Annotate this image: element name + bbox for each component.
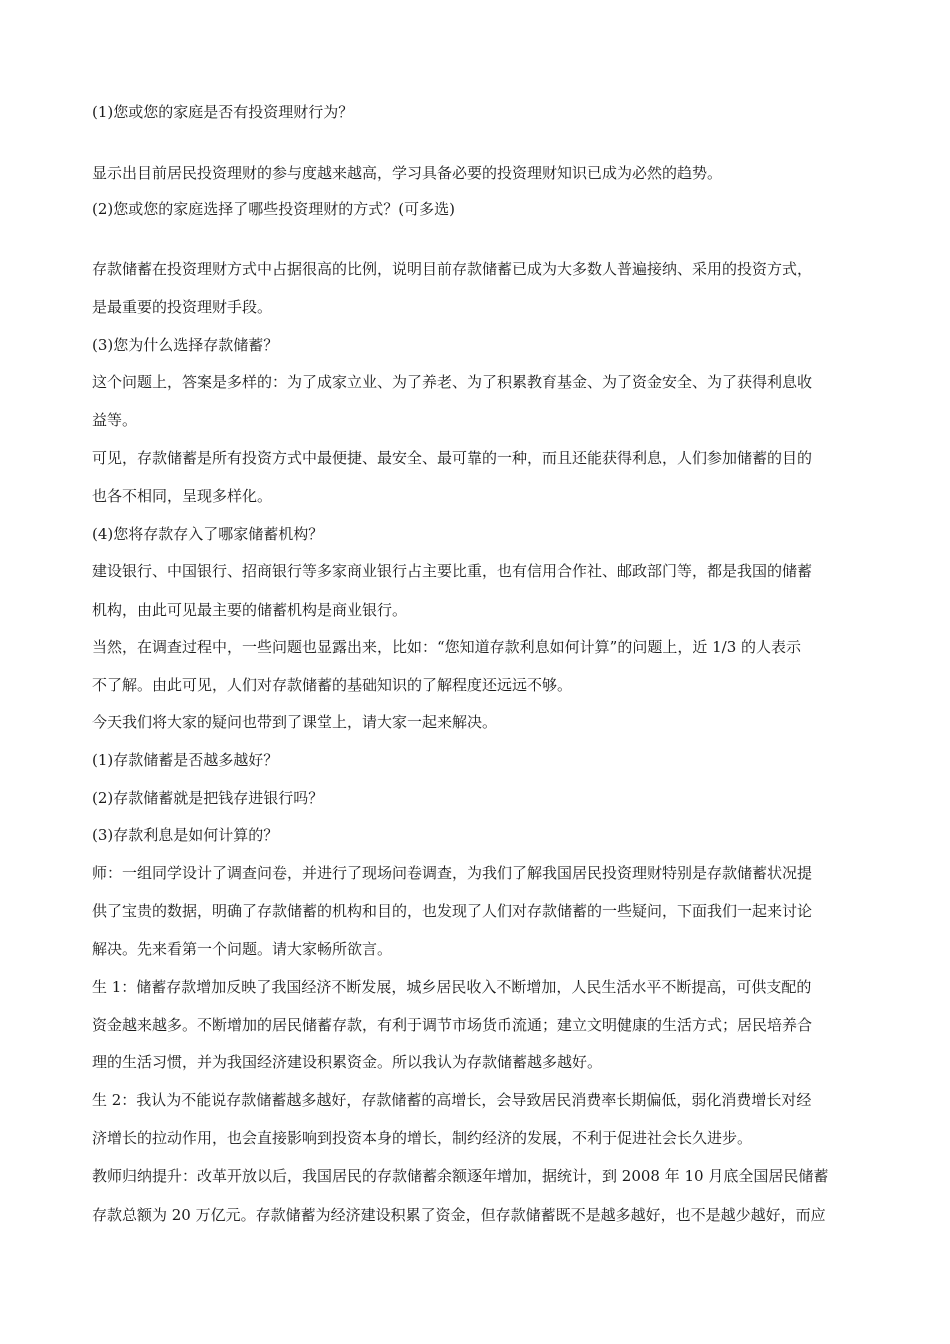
class-question-1: (1)存款储蓄是否越多越好？ <box>92 751 279 769</box>
paragraph-line: 存款总额为 20 万亿元。存款储蓄为经济建设积累了资金，但存款储蓄既不是越多越好，也不是越少越好，而应 <box>92 1206 826 1224</box>
paragraph-line: 师：一组同学设计了调查问卷，并进行了现场问卷调查，为我们了解我国居民投资理财特别是存款储蓄状况提 <box>92 864 813 882</box>
paragraph-line: 教师归纳提升：改革开放以后，我国居民的存款储蓄余额逐年增加，据统计，到 2008 年 10 月底全国居民储蓄 <box>92 1167 829 1185</box>
paragraph-line: 生 1：储蓄存款增加反映了我国经济不断发展，城乡居民收入不断增加，人民生活水平不断提高，可供支配的 <box>92 978 812 996</box>
paragraph-line: 这个问题上，答案是多样的：为了成家立业、为了养老、为了积累教育基金、为了资金安全、为了获得利息收 <box>92 373 813 391</box>
paragraph-line: 存款储蓄在投资理财方式中占据很高的比例，说明目前存款储蓄已成为大多数人普遍接纳、采用的投资方式， <box>92 260 813 278</box>
paragraph-line: 是最重要的投资理财手段。 <box>92 298 273 316</box>
paragraph-line: 理的生活习惯，并为我国经济建设积累资金。所以我认为存款储蓄越多越好。 <box>92 1053 603 1071</box>
paragraph-line: 可见，存款储蓄是所有投资方式中最便捷、最安全、最可靠的一种，而且还能获得利息，人们参加储蓄的目的 <box>92 449 813 467</box>
paragraph-line: 也各不相同，呈现多样化。 <box>92 487 273 505</box>
paragraph-line: 不了解。由此可见，人们对存款储蓄的基础知识的了解程度还远远不够。 <box>92 676 573 694</box>
paragraph-line: 资金越来越多。不断增加的居民储蓄存款，有利于调节市场货币流通；建立文明健康的生活方式；居民培养合 <box>92 1016 813 1034</box>
question-4-heading: (4)您将存款存入了哪家储蓄机构？ <box>92 525 324 543</box>
question-2-heading: (2)您或您的家庭选择了哪些投资理财的方式？(可多选) <box>92 200 455 218</box>
question-1-heading: (1)您或您的家庭是否有投资理财行为？ <box>92 103 354 121</box>
paragraph-line: 益等。 <box>92 411 138 429</box>
question-3-heading: (3)您为什么选择存款储蓄？ <box>92 336 279 354</box>
paragraph-line: 解决。先来看第一个问题。请大家畅所欲言。 <box>92 940 393 958</box>
class-question-2: (2)存款储蓄就是把钱存进银行吗？ <box>92 789 324 807</box>
paragraph-line: 当然，在调查过程中，一些问题也显露出来，比如：“您知道存款利息如何计算”的问题上，近 1/3 的人表示 <box>92 638 802 656</box>
paragraph-line: 建设银行、中国银行、招商银行等多家商业银行占主要比重，也有信用合作社、邮政部门等，都是我国的储蓄 <box>92 562 813 580</box>
paragraph-line: 显示出目前居民投资理财的参与度越来越高，学习具备必要的投资理财知识已成为必然的趋势。 <box>92 164 723 182</box>
paragraph-line: 今天我们将大家的疑问也带到了课堂上，请大家一起来解决。 <box>92 713 498 731</box>
class-question-3: (3)存款利息是如何计算的？ <box>92 826 279 844</box>
paragraph-line: 生 2：我认为不能说存款储蓄越多越好，存款储蓄的高增长，会导致居民消费率长期偏低，弱化消费增长对经 <box>92 1091 812 1109</box>
paragraph-line: 供了宝贵的数据，明确了存款储蓄的机构和目的，也发现了人们对存款储蓄的一些疑问，下面我们一起来讨论 <box>92 902 813 920</box>
paragraph-line: 机构，由此可见最主要的储蓄机构是商业银行。 <box>92 601 408 619</box>
paragraph-line: 济增长的拉动作用，也会直接影响到投资本身的增长，制约经济的发展，不利于促进社会长久进步。 <box>92 1129 753 1147</box>
